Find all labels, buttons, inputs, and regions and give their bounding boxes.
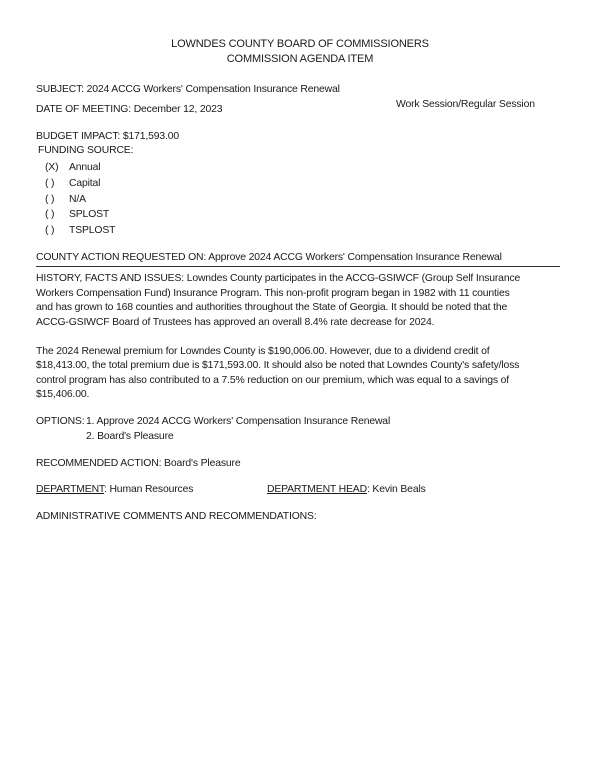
option-label: Capital [69, 178, 101, 189]
funding-option-splost [45, 208, 109, 221]
option-label: Annual [69, 162, 101, 173]
department-head-value: : Kevin Beals [366, 484, 426, 495]
history-line: and has grown to 168 counties and authorities throughout the State of Georgia. It should be noted that the [36, 302, 508, 313]
county-action-requested: COUNTY ACTION REQUESTED ON: Approve 2024 ACCG Workers' Compensation Insurance Renewal [36, 252, 502, 263]
option-label: SPLOST [69, 209, 110, 220]
history-line: ACCG-GSIWCF Board of Trustees has approved an overall 8.4% rate decrease for 2024. [36, 317, 435, 328]
date-of-meeting: DATE OF MEETING: December 12, 2023 [36, 104, 223, 115]
department-label: DEPARTMENT [36, 484, 104, 495]
header-title: LOWNDES COUNTY BOARD OF COMMISSIONERS [171, 38, 429, 50]
history-line: HISTORY, FACTS AND ISSUES: Lowndes County participates in the ACCG-GSIWCF (Group Self Insurance [36, 273, 521, 284]
premium-line: The 2024 Renewal premium for Lowndes County is $190,006.00. However, due to a dividend credit of [36, 346, 490, 357]
department-head-label: DEPARTMENT HEAD [267, 484, 367, 495]
checkbox-mark: ( ) [45, 225, 55, 236]
history-line: Workers Compensation Fund) Insurance Program. This non-profit program began in 1982 with 11 counties [36, 288, 510, 299]
divider [36, 266, 560, 267]
funding-option-na [45, 193, 86, 206]
option-item: 1. Approve 2024 ACCG Workers' Compensation Insurance Renewal [86, 416, 391, 427]
funding-option-annual [45, 161, 100, 174]
option-item: 2. Board's Pleasure [86, 431, 174, 442]
recommended-action: RECOMMENDED ACTION: Board's Pleasure [36, 458, 241, 469]
checkbox-mark: ( ) [45, 194, 55, 205]
funding-source-label: FUNDING SOURCE: [38, 145, 134, 156]
department [36, 483, 193, 496]
checkbox-mark: ( ) [45, 209, 55, 220]
header-subtitle: COMMISSION AGENDA ITEM [226, 53, 374, 65]
department-head [267, 483, 426, 496]
option-label: N/A [69, 194, 86, 205]
premium-line: control program has also contributed to a 7.5% reduction on our premium, which was equal to a savings of [36, 375, 510, 386]
premium-line: $15,406.00. [36, 389, 90, 400]
option-label: TSPLOST [69, 225, 116, 236]
options-label: OPTIONS: [36, 416, 85, 427]
department-value: : Human Resources [103, 484, 194, 495]
administrative-comments: ADMINISTRATIVE COMMENTS AND RECOMMENDATIONS: [36, 511, 317, 522]
checkbox-mark: ( ) [45, 178, 55, 189]
session-type: Work Session/Regular Session [396, 99, 535, 110]
premium-line: $18,413.00, the total premium due is $171,593.00. It should also be noted that Lowndes County's safety/loss [36, 360, 520, 371]
budget-impact: BUDGET IMPACT: $171,593.00 [36, 131, 179, 142]
checkbox-mark: (X) [45, 162, 59, 173]
funding-option-tsplost [45, 224, 115, 237]
funding-option-capital [45, 177, 100, 190]
subject: SUBJECT: 2024 ACCG Workers' Compensation Insurance Renewal [36, 84, 340, 95]
